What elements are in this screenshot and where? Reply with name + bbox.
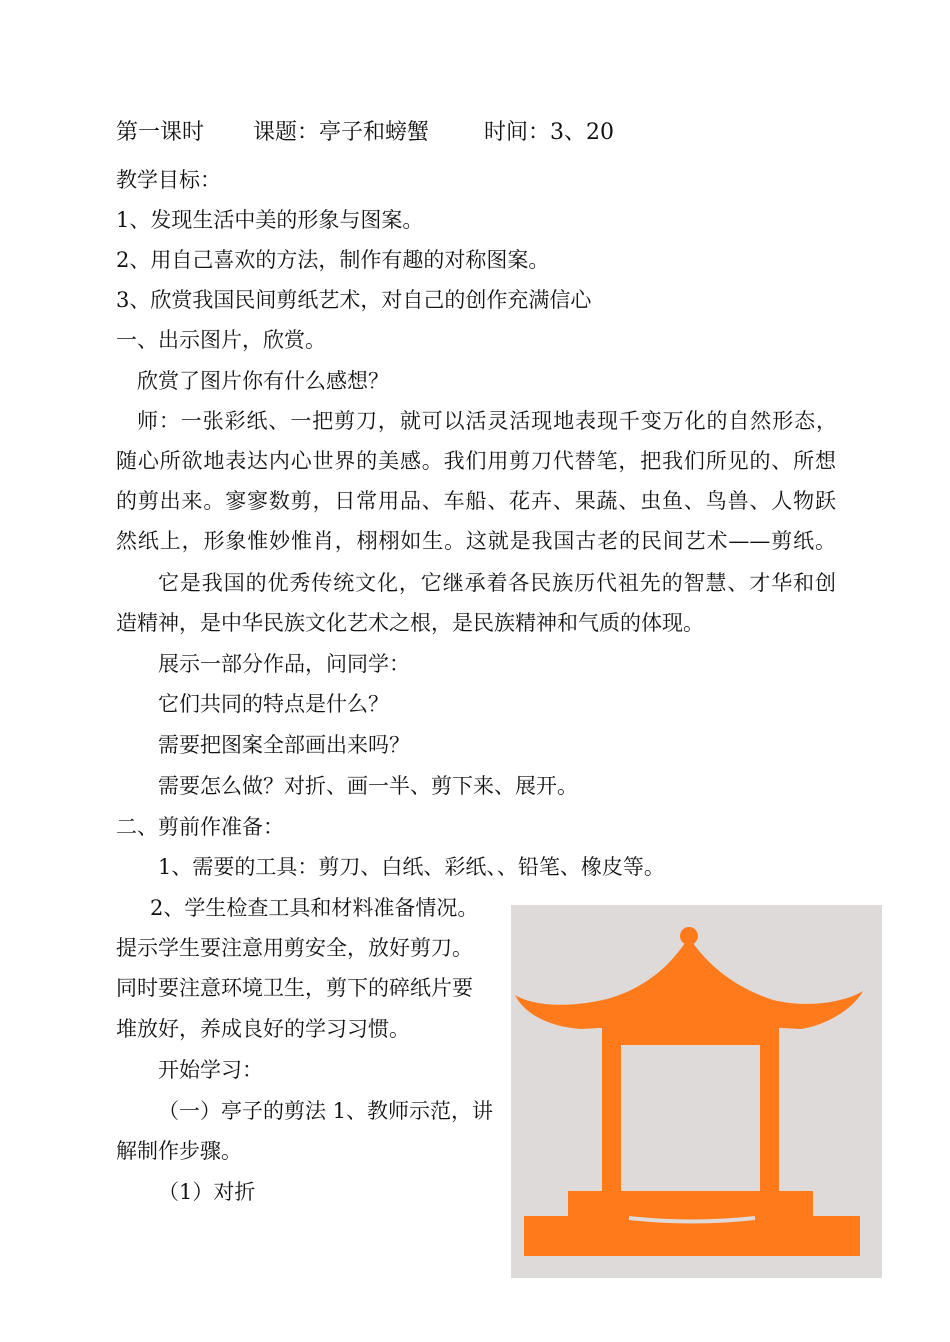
- pavilion-papercut-image: [511, 905, 882, 1278]
- text-line: 需要把图案全部画出来吗？: [158, 733, 410, 757]
- text-line: 堆放好，养成良好的学习习惯。: [116, 1017, 410, 1041]
- text-line: 3、欣赏我国民间剪纸艺术，对自己的创作充满信心: [116, 288, 592, 312]
- right-pillar: [760, 1025, 779, 1213]
- lintel-beam: [602, 1025, 779, 1045]
- text-line: 解制作步骤。: [116, 1139, 242, 1163]
- text-line: 造精神，是中华民族文化艺术之根，是民族精神和气质的体现。: [116, 611, 704, 635]
- text-line: 需要怎么做？对折、画一半、剪下来、展开。: [158, 774, 578, 798]
- text-line: 开始学习：: [158, 1058, 263, 1082]
- text-line: 它们共同的特点是什么？: [158, 692, 389, 716]
- text-line: 随心所欲地表达内心世界的美感。我们用剪刀代替笔，把我们所见的、所想: [116, 449, 836, 473]
- text-line: 同时要注意环境卫生，剪下的碎纸片要: [116, 976, 473, 1000]
- text-line: 师：一张彩纸、一把剪刀，就可以活灵活现地表现千变万化的自然形态，: [137, 409, 837, 433]
- text-line: 1、需要的工具：剪刀、白纸、彩纸、、铅笔、橡皮等。: [158, 855, 665, 879]
- text-line: 它是我国的优秀传统文化，它继承着各民族历代祖先的智慧、才华和创: [158, 571, 836, 595]
- text-line: 展示一部分作品，问同学：: [158, 652, 410, 676]
- base-step-upper: [568, 1191, 813, 1216]
- section-heading: 一、出示图片，欣赏。: [116, 328, 326, 352]
- text-line: 然纸上，形象惟妙惟肖，栩栩如生。这就是我国古老的民间艺术——剪纸。: [116, 529, 836, 553]
- text-line: 欣赏了图片你有什么感想？: [137, 369, 389, 393]
- pavilion-papercut-illustration: [511, 905, 882, 1278]
- section-heading: 二、剪前作准备：: [116, 815, 284, 839]
- left-pillar: [602, 1025, 621, 1213]
- lesson-topic: 课题：亭子和螃蟹: [253, 120, 430, 145]
- text-line: 的剪出来。寥寥数剪，日常用品、车船、花卉、果蔬、虫鱼、鸟兽、人物跃: [116, 489, 836, 513]
- text-line: 1、发现生活中美的形象与图案。: [116, 208, 424, 232]
- finial-knob: [680, 927, 698, 945]
- pavilion-roof: [515, 943, 863, 1035]
- text-line: 教学目标：: [116, 168, 221, 192]
- text-line: 2、学生检查工具和材料准备情况。: [150, 896, 479, 920]
- lesson-header: [116, 122, 614, 144]
- text-line: （1）对折: [158, 1180, 256, 1204]
- lesson-number: 第一课时: [116, 120, 205, 145]
- text-line: （一）亭子的剪法 1、教师示范，讲: [158, 1099, 494, 1123]
- text-line: 提示学生要注意用剪安全，放好剪刀。: [116, 936, 473, 960]
- text-line: 2、用自己喜欢的方法，制作有趣的对称图案。: [116, 248, 550, 272]
- lesson-time: 时间：3、20: [484, 120, 615, 145]
